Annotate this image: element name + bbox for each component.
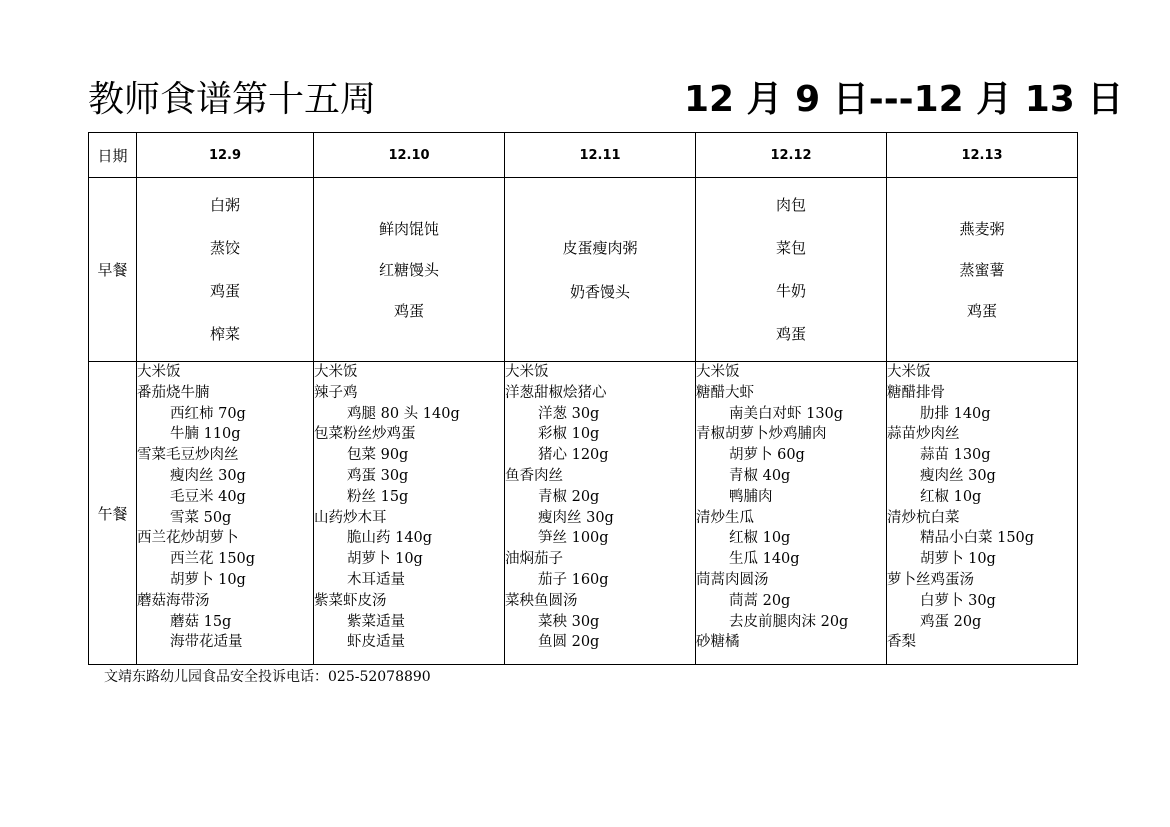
- lunch-ingredient: 菜秧 30g: [538, 613, 600, 630]
- breakfast-label: 早餐: [89, 178, 137, 362]
- lunch-ingredient: 茼蒿 20g: [729, 592, 791, 609]
- breakfast-item: 奶香馒头: [569, 282, 630, 301]
- lunch-dish: 香梨: [887, 634, 916, 651]
- lunch-row: [89, 362, 1078, 665]
- lunch-dish: 大米饭: [887, 364, 931, 380]
- lunch-ingredient: 脆山药 140g: [347, 530, 433, 547]
- lunch-ingredient: 胡萝卜 10g: [170, 571, 246, 588]
- lunch-ingredient: 肋排 140g: [920, 405, 991, 422]
- breakfast-cell-4: [887, 178, 1078, 362]
- lunch-ingredient: 胡萝卜 60g: [729, 447, 805, 464]
- breakfast-cell-1: [314, 178, 505, 362]
- breakfast-row: [89, 178, 1078, 362]
- page-title: 教师食谱第十五周: [88, 79, 377, 120]
- lunch-ingredient: 雪菜 50g: [170, 509, 232, 526]
- lunch-dish: 菜秧鱼圆汤: [505, 592, 578, 609]
- lunch-cell-1: [314, 362, 505, 665]
- breakfast-cell-3: [696, 178, 887, 362]
- lunch-ingredient: 鸡蛋 20g: [920, 613, 982, 630]
- lunch-ingredient: 包菜 90g: [347, 447, 409, 464]
- lunch-ingredient: 西兰花 150g: [170, 551, 256, 568]
- lunch-ingredient: 胡萝卜 10g: [920, 551, 996, 568]
- lunch-dish: 紫菜虾皮汤: [314, 592, 387, 609]
- date-cell-3: 12.12: [696, 133, 887, 178]
- lunch-ingredient: 鸡腿 80 头 140g: [347, 405, 460, 422]
- breakfast-item: 鲜肉馄饨: [378, 219, 439, 238]
- lunch-dish: 油焖茄子: [505, 551, 563, 568]
- lunch-ingredient: 洋葱 30g: [538, 405, 600, 422]
- lunch-dish: 蘑菇海带汤: [137, 592, 210, 609]
- date-cell-1: 12.10: [314, 133, 505, 178]
- lunch-ingredient: 紫菜适量: [347, 613, 405, 630]
- breakfast-item: 榨菜: [209, 325, 240, 343]
- lunch-ingredient: 牛腩 110g: [170, 426, 241, 443]
- lunch-ingredient: 虾皮适量: [347, 634, 405, 651]
- lunch-ingredient: 瘦肉丝 30g: [170, 467, 246, 484]
- lunch-ingredient: 生瓜 140g: [729, 551, 800, 568]
- lunch-dish: 大米饭: [696, 364, 740, 380]
- lunch-dish: 番茄烧牛腩: [137, 384, 210, 401]
- lunch-ingredient: 红椒 10g: [920, 488, 982, 505]
- lunch-cell-0: [137, 362, 314, 665]
- date-cell-0: 12.9: [137, 133, 314, 178]
- breakfast-item: 燕麦粥: [959, 219, 1005, 238]
- breakfast-cell-0: [137, 178, 314, 362]
- lunch-ingredient: 木耳适量: [347, 571, 405, 588]
- lunch-dish: 萝卜丝鸡蛋汤: [887, 571, 974, 588]
- breakfast-item: 菜包: [775, 239, 806, 257]
- lunch-dish: 西兰花炒胡萝卜: [137, 530, 239, 547]
- lunch-ingredient: 胡萝卜 10g: [347, 551, 423, 568]
- breakfast-item: 鸡蛋: [966, 301, 997, 320]
- lunch-ingredient: 鸭脯肉: [729, 488, 773, 505]
- lunch-ingredient: 海带花适量: [170, 634, 243, 651]
- date-label: 日期: [89, 133, 137, 178]
- lunch-ingredient: 瘦肉丝 30g: [920, 467, 996, 484]
- lunch-ingredient: 蘑菇 15g: [170, 613, 232, 630]
- lunch-ingredient: 蒜苗 130g: [920, 447, 991, 464]
- lunch-ingredient: 毛豆米 40g: [170, 488, 246, 505]
- lunch-ingredient: 去皮前腿肉沫 20g: [729, 613, 849, 630]
- lunch-cell-3: [696, 362, 887, 665]
- lunch-dish: 砂糖橘: [696, 634, 740, 651]
- date-cell-2: 12.11: [505, 133, 696, 178]
- breakfast-item: 鸡蛋: [775, 325, 806, 343]
- breakfast-item: 皮蛋瘦肉粥: [562, 238, 638, 257]
- lunch-ingredient: 瘦肉丝 30g: [538, 509, 614, 526]
- breakfast-item: 牛奶: [775, 282, 806, 300]
- lunch-dish: 洋葱甜椒烩猪心: [505, 384, 607, 401]
- lunch-ingredient: 鱼圆 20g: [538, 634, 600, 651]
- date-range: 12 月 9 日---12 月 13 日: [684, 79, 1124, 120]
- lunch-label: 午餐: [89, 362, 137, 665]
- lunch-cell-2: [505, 362, 696, 665]
- lunch-ingredient: 茄子 160g: [538, 571, 609, 588]
- lunch-cell-4: [887, 362, 1078, 665]
- breakfast-item: 肉包: [775, 196, 806, 214]
- lunch-dish: 大米饭: [137, 364, 181, 380]
- lunch-dish: 清炒杭白菜: [887, 509, 960, 526]
- date-cell-4: 12.13: [887, 133, 1078, 178]
- lunch-dish: 辣子鸡: [314, 384, 358, 401]
- lunch-dish: 大米饭: [314, 364, 358, 380]
- breakfast-item: 红糖馒头: [378, 260, 439, 279]
- lunch-dish: 清炒生瓜: [696, 509, 754, 526]
- lunch-ingredient: 青椒 20g: [538, 488, 600, 505]
- lunch-ingredient: 红椒 10g: [729, 530, 791, 547]
- lunch-ingredient: 粉丝 15g: [347, 488, 409, 505]
- lunch-ingredient: 彩椒 10g: [538, 426, 600, 443]
- breakfast-item: 鸡蛋: [393, 301, 424, 320]
- lunch-ingredient: 鸡蛋 30g: [347, 467, 409, 484]
- lunch-dish: 鱼香肉丝: [505, 467, 563, 484]
- breakfast-item: 蒸饺: [209, 239, 240, 257]
- lunch-dish: 茼蒿肉圆汤: [696, 571, 769, 588]
- lunch-ingredient: 青椒 40g: [729, 467, 791, 484]
- lunch-ingredient: 精品小白菜 150g: [920, 530, 1035, 547]
- lunch-dish: 包菜粉丝炒鸡蛋: [314, 426, 416, 443]
- breakfast-cell-2: [505, 178, 696, 362]
- lunch-dish: 青椒胡萝卜炒鸡脯肉: [696, 426, 827, 443]
- date-row: [89, 133, 1078, 178]
- lunch-dish: 大米饭: [505, 364, 549, 380]
- lunch-dish: 蒜苗炒肉丝: [887, 426, 960, 443]
- lunch-ingredient: 白萝卜 30g: [920, 592, 996, 609]
- lunch-ingredient: 猪心 120g: [538, 447, 609, 464]
- lunch-dish: 糖醋排骨: [887, 384, 945, 401]
- breakfast-item: 蒸蜜薯: [959, 260, 1005, 279]
- lunch-dish: 山药炒木耳: [314, 509, 387, 526]
- breakfast-item: 白粥: [209, 196, 240, 214]
- breakfast-item: 鸡蛋: [209, 282, 240, 300]
- complaint-hotline: 文靖东路幼儿园食品安全投诉电话：025-52078890: [104, 669, 431, 685]
- menu-table: [88, 132, 1078, 665]
- lunch-dish: 糖醋大虾: [696, 384, 754, 401]
- lunch-ingredient: 南美白对虾 130g: [729, 405, 844, 422]
- lunch-ingredient: 笋丝 100g: [538, 530, 609, 547]
- lunch-dish: 雪菜毛豆炒肉丝: [137, 447, 239, 464]
- lunch-ingredient: 西红柿 70g: [170, 405, 246, 422]
